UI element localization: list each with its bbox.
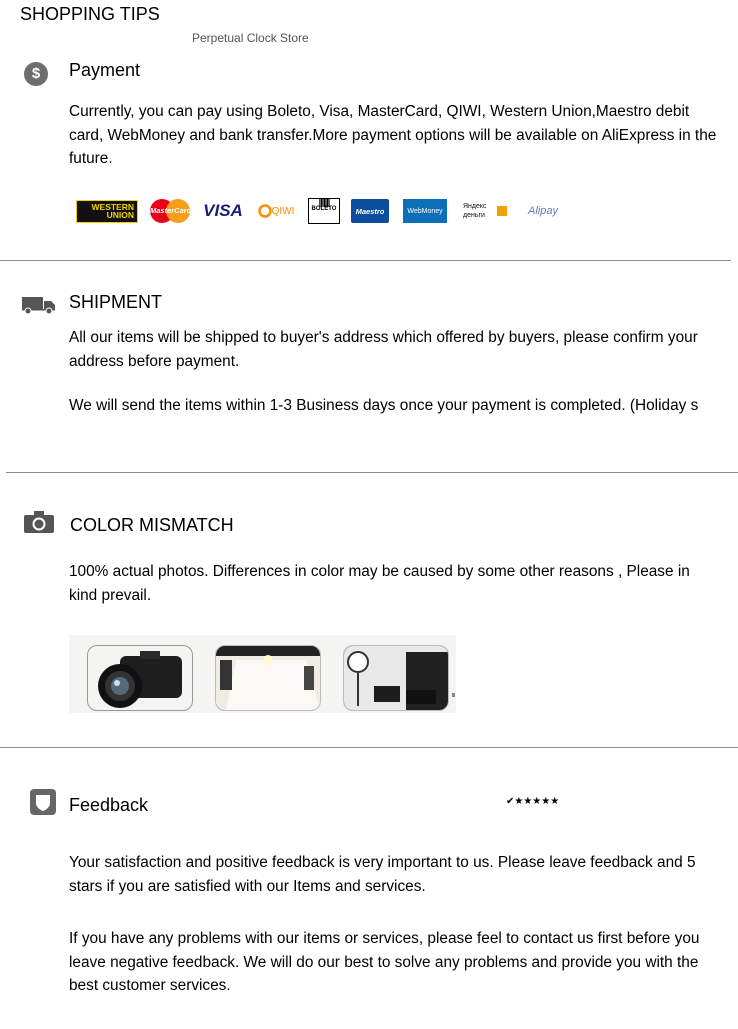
western-union-logo — [76, 196, 138, 226]
yandex-money-logo — [460, 196, 510, 226]
maestro-label: Maestro — [351, 199, 389, 223]
feedback-text-2: If you have any problems with our items or services, please feel to contact us first before you leave negative feedback. We will do our best to solve any problems and provide you with the best customer services. — [69, 930, 700, 994]
section-divider — [0, 260, 731, 261]
qiwi-logo — [252, 196, 300, 226]
color-mismatch-title: COLOR MISMATCH — [70, 515, 234, 535]
store-name[interactable]: Perpetual Clock Store — [192, 31, 309, 45]
feedback-title: Feedback — [69, 795, 149, 815]
webmoney-logo — [402, 196, 448, 226]
boleto-logo: ||||||| BOLETO — [308, 196, 340, 226]
scroll-arrow-icon — [452, 693, 455, 697]
section-divider — [0, 747, 738, 748]
payment-logos — [76, 196, 566, 228]
camera-icon — [24, 511, 54, 533]
color-mismatch-text: 100% actual photos. Differences in color may be caused by some other reasons , Please in kind prevail. — [69, 563, 690, 604]
studio-photo — [215, 645, 321, 711]
truck-icon — [22, 295, 56, 315]
mastercard-logo — [149, 196, 191, 226]
western-union-label: WESTERN UNION — [76, 200, 138, 223]
feedback-text-1: Your satisfaction and positive feedback is very important to us. Please leave feedback and 5 stars if you are satisfied with our Items and services. — [69, 854, 696, 895]
yandex-label: Яндекс деньги — [463, 203, 487, 219]
qiwi-ring-icon — [258, 202, 272, 220]
five-star-rating: ✔★★★★★ — [506, 796, 560, 807]
shipment-title: SHIPMENT — [69, 292, 163, 312]
boleto-label: BOLETO — [311, 206, 337, 212]
payment-text: Currently, you can pay using Boleto, Visa, MasterCard, QIWI, Western Union,Maestro debit card, WebMoney and bank transfer.More payment options will be available on AliExpress in the future. — [69, 103, 717, 167]
shield-icon — [30, 789, 56, 815]
section-divider — [6, 472, 738, 473]
webmoney-label: WebMoney — [403, 199, 447, 223]
payment-title: Payment — [69, 60, 141, 80]
maestro-logo — [350, 196, 390, 226]
shipment-text-2: We will send the items within 1-3 Business days once your payment is completed. (Holiday s — [69, 397, 699, 414]
shipment-text-1: All our items will be shipped to buyer's address which offered by buyers, please confirm your address before payment. — [69, 329, 698, 370]
alipay-logo: Alipay — [528, 205, 558, 217]
mastercard-label: MasterCard — [150, 206, 192, 215]
photo-strip — [69, 635, 456, 713]
visa-logo: VISA — [203, 201, 243, 220]
camera-photo — [87, 645, 193, 711]
qiwi-label: QIWI — [271, 205, 295, 217]
dollar-icon: $ — [24, 62, 48, 86]
studio-equipment-photo — [343, 645, 449, 711]
page-title: SHOPPING TIPS — [20, 4, 160, 24]
